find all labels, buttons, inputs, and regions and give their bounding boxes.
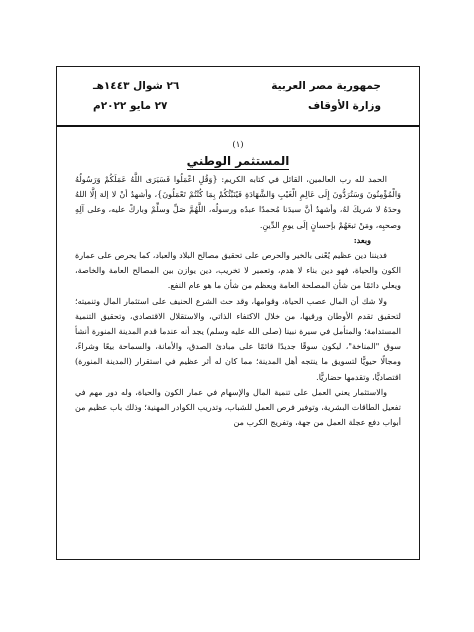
sermon-body — [57, 127, 419, 430]
opening-paragraph: الحمد لله رب العالمين، القائل في كتابه الكريم: {وَقُلِ اعْمَلُوا فَسَيَرَى اللَّهُ عَمَلَكُمْ وَرَسُولُهُ وَالْمُؤْمِنُونَ وَسَتُرَدُّونَ إِلَى عَالِمِ الْغَيْبِ وَالشَّهَادَةِ فَيُنَبِّئُكُمْ بِمَا كُنْتُمْ تَعْمَلُونَ}، وأشهدُ أنْ لا إلهَ إلَّا اللهُ وحدَهُ لا شريكَ لهُ، وأشهدُ أنَّ سيدَنا مُحمدًا عبدُه ورسولُه، اللَّهُمَّ صَلِّ وسلِّمْ وباركْ عليه، وعلى آلِهِ وصحبِه، ومَنْ تبعَهُمْ بإحسانٍ إلَى يومِ الدِّينِ. — [75, 174, 401, 230]
document-header — [57, 67, 419, 127]
gregorian-date: ٢٧ مايو ٢٠٢٢م — [93, 100, 168, 112]
sermon-page — [56, 66, 420, 560]
paragraph: والاستثمار يعني العمل على تنمية المال والإسهام في عمار الكون والحياة، وله دور مهم في تفعيل الطاقات البشرية، وتوفير فرص العمل للشباب، وتدريب الكوادر المهنية؛ وذلك باب عظيم من أبواب دفع عجلة العمل من جهة، وتفريج الكرب من — [75, 386, 401, 428]
transition-word: وبعد: — [353, 234, 371, 245]
sermon-title — [75, 152, 401, 170]
ministry-name: وزارة الأوقاف — [307, 100, 381, 112]
page-number: (١) — [232, 140, 244, 150]
country-name: جمهورية مصر العربية — [271, 80, 381, 92]
hijri-date: ٢٦ شوال ١٤٤٣هـ — [93, 80, 180, 92]
paragraph: ولا شك أن المال عصب الحياة، وقوامها، وقد حث الشرع الحنيف على استثمار المال وتنميته؛ لتحقيق تقدم الأوطان ورقيها، من خلال الاكتفاء الذاتي، والاستقلال الاقتصادي، وتحقيق التنمية المستدامة؛ والمتأمل في سيرة نبينا (صلى الله عليه وسلم) يجد أنه عندما قدم المدينة المنورة أنشأ سوق "المناخة"، ليكون سوقًا جديدًا قائمًا على مبادئ الصدق، والأمانة، والسماحة بيعًا وشراءً، ومجالًا حيويًّا لتسويق ما ينتجه أهل المدينة؛ مما كان له أثر عظيم في استقرار (المدينة المنورة) اقتصاديًّا، وتقدمها حضاريًّا. — [75, 295, 401, 382]
sermon-title-text: المستثمر الوطني — [186, 154, 290, 168]
paragraph: فديننا دين عظيم يُعْنى بالخير والحرص على تحقيق مصالح البلاد والعباد، كما يحرص على عمارة الكون والحياة، فهو دين بناء لا هدم، وتعمير لا تخريب، دين يوازن بين المصالح العامة والخاصة، ويعلي دائمًا من شأن المصلحة العامة ويعظم من شأن ما هو عام النفع. — [75, 250, 401, 291]
